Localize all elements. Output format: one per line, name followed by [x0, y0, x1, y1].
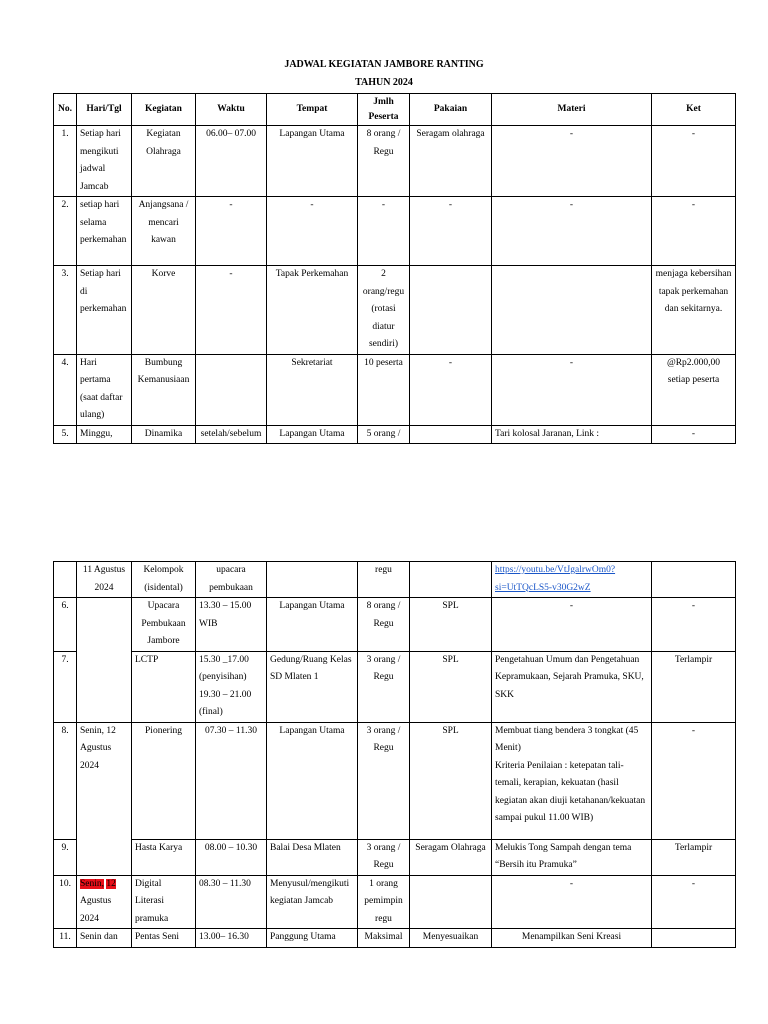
- header-tempat: Tempat: [267, 94, 358, 126]
- table-row: [54, 651, 736, 722]
- cell-kegiatan: Bumbung Kemanusiaan: [132, 354, 196, 425]
- cell-tempat: -: [267, 197, 358, 266]
- cell-peserta: 3 orang / Regu: [358, 839, 410, 875]
- cell-pakaian: [410, 562, 492, 598]
- cell-tempat: Sekretariat: [267, 354, 358, 425]
- cell-pakaian: -: [410, 354, 492, 425]
- table-row: [54, 598, 736, 652]
- cell-hari: Hari pertama (saat daftar ulang): [77, 354, 132, 425]
- cell-materi: Menampilkan Seni Kreasi: [492, 929, 652, 948]
- table-row: [54, 875, 736, 929]
- table-row: [54, 722, 736, 839]
- header-peserta: Jmlh Peserta: [358, 94, 410, 126]
- cell-ket: -: [652, 425, 736, 444]
- header-no: No.: [54, 94, 77, 126]
- cell-ket: menjaga kebersihan tapak perkemahan dan sekitarnya.: [652, 266, 736, 355]
- cell-materi: Tari kolosal Jaranan, Link :: [492, 425, 652, 444]
- youtube-link[interactable]: https://youtu.be/VtJgalrwOm0?si=UtTQcLS5-v30G2wZ: [495, 565, 616, 593]
- cell-waktu: 07.30 – 11.30: [196, 722, 267, 839]
- cell-kegiatan: Dinamika: [132, 425, 196, 444]
- cell-hari: Setiap hari mengikuti jadwal Jamcab: [77, 126, 132, 197]
- cell-materi: -: [492, 126, 652, 197]
- cell-peserta: 8 orang / Regu: [358, 598, 410, 652]
- cell-peserta: 8 orang / Regu: [358, 126, 410, 197]
- table-row: [54, 425, 736, 444]
- cell-tempat: [267, 562, 358, 598]
- cell-ket: [652, 929, 736, 948]
- cell-kegiatan: Digital Literasi pramuka: [132, 875, 196, 929]
- header-kegiatan: Kegiatan: [132, 94, 196, 126]
- cell-pakaian: [410, 875, 492, 929]
- cell-waktu: -: [196, 197, 267, 266]
- table-row: [54, 266, 736, 355]
- header-materi: Materi: [492, 94, 652, 126]
- cell-tempat: Lapangan Utama: [267, 722, 358, 839]
- cell-tempat: Balai Desa Mlaten: [267, 839, 358, 875]
- cell-ket: Terlampir: [652, 839, 736, 875]
- cell-waktu: [196, 354, 267, 425]
- cell-pakaian: SPL: [410, 651, 492, 722]
- cell-materi: Pengetahuan Umum dan Pengetahuan Kepramukaan, Sejarah Pramuka, SKU, SKK: [492, 651, 652, 722]
- materi-line: Kriteria Penilaian : ketepatan tali-temali, kerapian, kekuatan (hasil kegiatan akan diuji ketahanan/kekuatan sampai pukul 11.00 WIB): [495, 760, 646, 823]
- cell-waktu: 13.00– 16.30: [196, 929, 267, 948]
- cell-waktu: setelah/sebelum: [196, 425, 267, 444]
- cell-waktu: 08.00 – 10.30: [196, 839, 267, 875]
- cell-tempat: Lapangan Utama: [267, 126, 358, 197]
- cell-ket: -: [652, 126, 736, 197]
- cell-peserta: 5 orang /: [358, 425, 410, 444]
- document-subtitle: TAHUN 2024: [355, 77, 413, 88]
- cell-ket: [652, 562, 736, 598]
- cell-peserta: 3 orang / Regu: [358, 651, 410, 722]
- highlighted-text: Senin,: [80, 878, 105, 889]
- cell-kegiatan: Kegiatan Olahraga: [132, 126, 196, 197]
- cell-no: 4.: [54, 354, 77, 425]
- cell-ket: Terlampir: [652, 651, 736, 722]
- schedule-table-part2: [53, 561, 736, 948]
- hari-text: Agustus: [80, 896, 112, 906]
- cell-materi: -: [492, 197, 652, 266]
- cell-tempat: Gedung/Ruang Kelas SD Mlaten 1: [267, 651, 358, 722]
- cell-waktu: 13.30 – 15.00 WIB: [196, 598, 267, 652]
- cell-hari: Minggu,: [77, 425, 132, 444]
- table-row: [54, 839, 736, 875]
- cell-pakaian: SPL: [410, 722, 492, 839]
- cell-materi: Melukis Tong Sampah dengan tema “Bersih itu Pramuka”: [492, 839, 652, 875]
- cell-pakaian: Seragam olahraga: [410, 126, 492, 197]
- table-header-row: [54, 94, 736, 126]
- cell-no: 9.: [54, 839, 77, 875]
- cell-waktu: upacara pembukaan: [196, 562, 267, 598]
- cell-kegiatan: Korve: [132, 266, 196, 355]
- document-title: JADWAL KEGIATAN JAMBORE RANTING: [284, 59, 484, 70]
- cell-no: 6.: [54, 598, 77, 652]
- table-row: [54, 126, 736, 197]
- cell-materi: -: [492, 354, 652, 425]
- cell-tempat: Lapangan Utama: [267, 425, 358, 444]
- cell-ket: -: [652, 598, 736, 652]
- header-ket: Ket: [652, 94, 736, 126]
- cell-waktu: 08.30 – 11.30: [196, 875, 267, 929]
- cell-pakaian: [410, 425, 492, 444]
- cell-hari: Senin dan: [77, 929, 132, 948]
- cell-no: [54, 562, 77, 598]
- cell-peserta: 2 orang/regu (rotasi diatur sendiri): [358, 266, 410, 355]
- cell-no: 7.: [54, 651, 77, 722]
- materi-line: Membuat tiang bendera 3 tongkat (45 Menit): [495, 725, 639, 753]
- cell-ket: -: [652, 722, 736, 839]
- cell-kegiatan: Anjangsana / mencari kawan: [132, 197, 196, 266]
- cell-peserta: 3 orang / Regu: [358, 722, 410, 839]
- cell-waktu: 06.00– 07.00: [196, 126, 267, 197]
- cell-materi: [492, 722, 652, 839]
- cell-waktu: -: [196, 266, 267, 355]
- cell-hari: [77, 598, 132, 723]
- cell-materi: [492, 562, 652, 598]
- cell-kegiatan: Pentas Seni: [132, 929, 196, 948]
- schedule-table-part1: [53, 93, 736, 444]
- cell-tempat: Menyusul/mengikuti kegiatan Jamcab: [267, 875, 358, 929]
- cell-peserta: regu: [358, 562, 410, 598]
- cell-kegiatan: Hasta Karya: [132, 839, 196, 875]
- cell-peserta: Maksimal: [358, 929, 410, 948]
- table-row: [54, 562, 736, 598]
- table-row: [54, 929, 736, 948]
- table-row: [54, 354, 736, 425]
- cell-no: 10.: [54, 875, 77, 929]
- cell-kegiatan: LCTP: [132, 651, 196, 722]
- cell-ket: -: [652, 197, 736, 266]
- cell-hari: Senin, 12 Agustus 2024: [77, 722, 132, 875]
- cell-ket: -: [652, 875, 736, 929]
- cell-pakaian: Seragam Olahraga: [410, 839, 492, 875]
- cell-materi: -: [492, 598, 652, 652]
- highlighted-text: 12: [106, 878, 116, 889]
- cell-tempat: Tapak Perkemahan: [267, 266, 358, 355]
- cell-hari: 11 Agustus 2024: [77, 562, 132, 598]
- header-waktu: Waktu: [196, 94, 267, 126]
- cell-peserta: 10 peserta: [358, 354, 410, 425]
- cell-kegiatan: Kelompok (isidental): [132, 562, 196, 598]
- cell-materi: [492, 266, 652, 355]
- cell-kegiatan: Upacara Pembukaan Jambore: [132, 598, 196, 652]
- cell-pakaian: SPL: [410, 598, 492, 652]
- cell-ket: @Rp2.000,00 setiap peserta: [652, 354, 736, 425]
- cell-waktu: 15.30 _17.00 (penyisihan) 19.30 – 21.00 (final): [196, 651, 267, 722]
- cell-no: 8.: [54, 722, 77, 839]
- cell-peserta: -: [358, 197, 410, 266]
- table-row: [54, 197, 736, 266]
- cell-no: 2.: [54, 197, 77, 266]
- cell-peserta: 1 orang pemimpin regu: [358, 875, 410, 929]
- cell-hari: setiap hari selama perkemahan: [77, 197, 132, 266]
- cell-pakaian: Menyesuaikan: [410, 929, 492, 948]
- cell-hari: Setiap hari di perkemahan: [77, 266, 132, 355]
- cell-no: 3.: [54, 266, 77, 355]
- cell-no: 5.: [54, 425, 77, 444]
- hari-text: 2024: [80, 913, 99, 924]
- cell-pakaian: [410, 266, 492, 355]
- cell-kegiatan: Pionering: [132, 722, 196, 839]
- cell-pakaian: -: [410, 197, 492, 266]
- cell-tempat: Lapangan Utama: [267, 598, 358, 652]
- cell-no: 1.: [54, 126, 77, 197]
- cell-tempat: Panggung Utama: [267, 929, 358, 948]
- cell-hari: [77, 875, 132, 929]
- header-hari: Hari/Tgl: [77, 94, 132, 126]
- cell-no: 11.: [54, 929, 77, 948]
- cell-materi: -: [492, 875, 652, 929]
- header-pakaian: Pakaian: [410, 94, 492, 126]
